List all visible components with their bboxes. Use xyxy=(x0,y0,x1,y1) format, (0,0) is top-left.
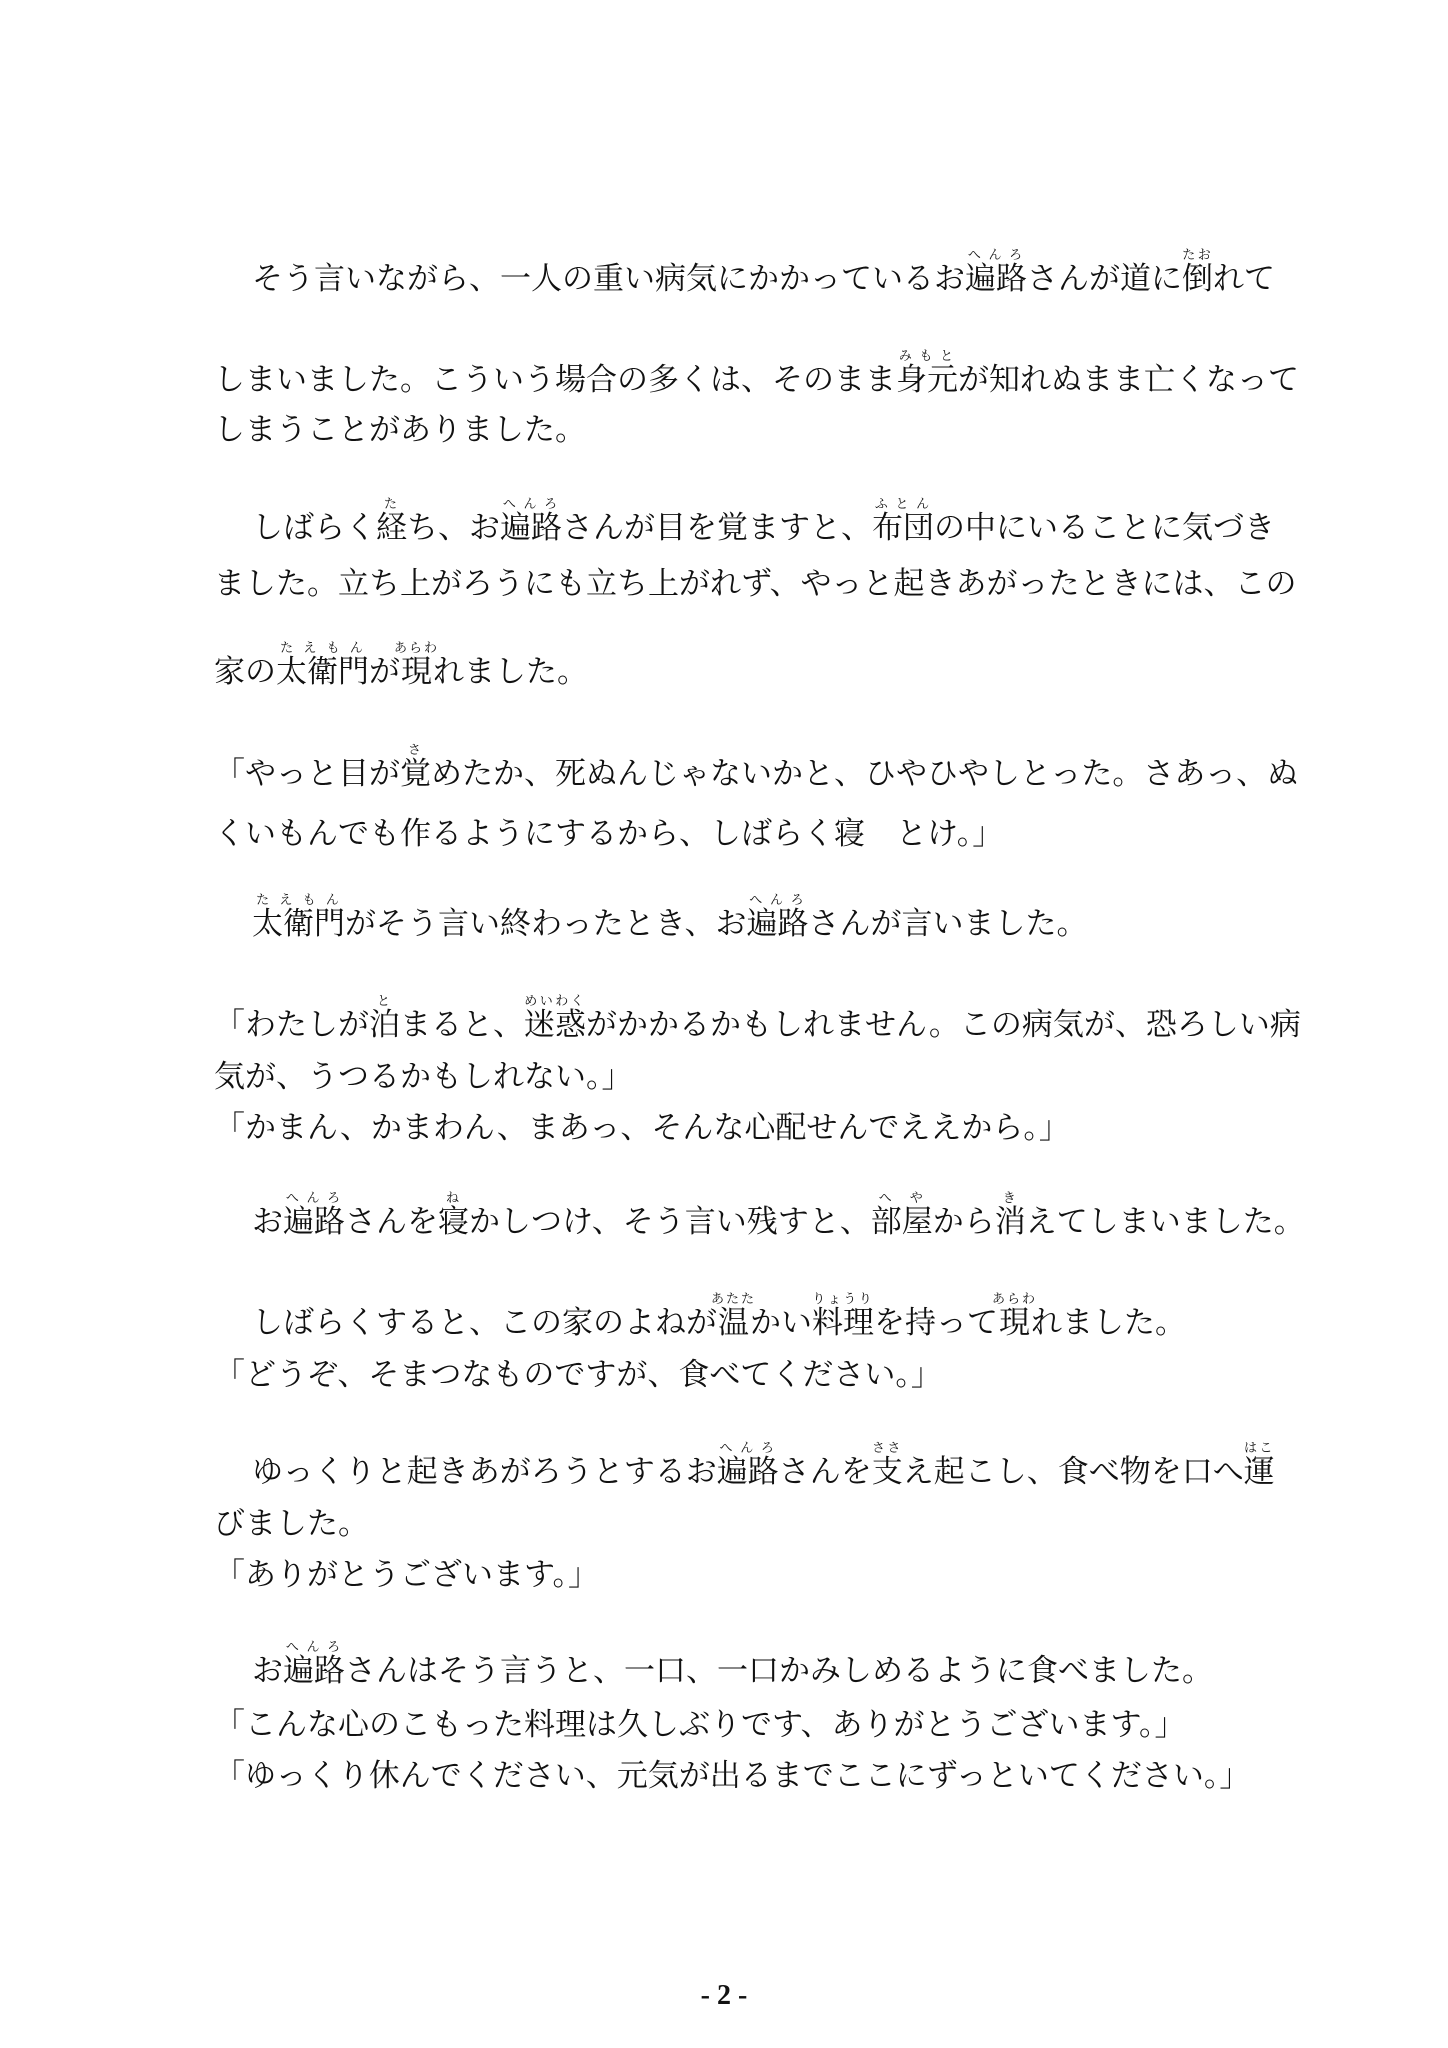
text-segment: かい xyxy=(750,1305,812,1341)
text-segment: さんを xyxy=(778,1454,872,1490)
ruby-reading: あらわ xyxy=(394,641,440,656)
text-segment: れて xyxy=(1213,261,1275,297)
ruby-word: 布団ふとん xyxy=(872,497,934,546)
ruby-reading: りょうり xyxy=(812,1292,874,1307)
text-segment: しまうことがありました。 xyxy=(214,412,586,448)
text-line xyxy=(214,1191,1305,1240)
text-segment: 「ゆっくり休んでください、元気が出るまでここにずっといてください。」 xyxy=(214,1758,1251,1794)
ruby-word: 遍路へんろ xyxy=(965,248,1027,297)
text-line xyxy=(214,893,1292,940)
text-segment: えてしまいました。 xyxy=(1025,1204,1305,1240)
ruby-word: 倒たお xyxy=(1182,248,1213,297)
ruby-word: 迷惑めいわく xyxy=(524,994,586,1043)
ruby-word: 寝ね xyxy=(438,1191,469,1240)
ruby-word: 支ささ xyxy=(871,1441,903,1490)
text-segment: さんが言いました。 xyxy=(808,906,1088,942)
text-segment: しまいました。こういう場合の多くは、そのまま xyxy=(214,362,896,398)
ruby-reading: たえもん xyxy=(252,893,345,908)
text-segment: の中にいることに気づき xyxy=(934,510,1275,546)
text-segment: 「ありがとうございます。」 xyxy=(214,1557,600,1593)
ruby-word: 遍路へんろ xyxy=(283,1640,345,1689)
ruby-reading: あたた xyxy=(711,1292,757,1307)
ruby-reading: あらわ xyxy=(992,1292,1038,1307)
text-line xyxy=(214,994,1301,1043)
text-line xyxy=(214,412,1254,448)
ruby-reading: ね xyxy=(438,1191,469,1206)
text-segment: お xyxy=(252,1653,283,1689)
text-line xyxy=(214,641,1254,688)
text-line xyxy=(214,1059,1254,1095)
ruby-reading: みもと xyxy=(896,349,958,364)
ruby-word: 部屋へや xyxy=(870,1191,933,1240)
text-segment: さんを xyxy=(345,1204,438,1240)
ruby-word: 太衛門たえもん xyxy=(276,641,369,690)
ruby-reading: と xyxy=(369,994,400,1009)
ruby-reading: へんろ xyxy=(716,1441,779,1456)
text-segment: さんが道に xyxy=(1027,261,1182,297)
text-segment: 「どうぞ、そまつなものですが、食べてください。」 xyxy=(214,1357,942,1393)
text-segment: から xyxy=(932,1204,995,1240)
text-segment: さんが目を覚ますと、 xyxy=(562,510,872,546)
text-segment: 「こんな心のこもった料理は久しぶりです、ありがとうございます。」 xyxy=(214,1707,1186,1743)
ruby-word: 経た xyxy=(376,497,407,546)
text-line xyxy=(214,1292,1292,1339)
ruby-word: 温あたた xyxy=(711,1292,757,1341)
ruby-reading: へや xyxy=(870,1191,933,1206)
ruby-word: 遍路へんろ xyxy=(716,1441,779,1490)
text-segment: そう言いながら、一人の重い病気にかかっているお xyxy=(252,261,965,297)
ruby-reading: へんろ xyxy=(965,248,1027,263)
text-segment: くいもんでも作るようにするから、しばらく寝 とけ。」 xyxy=(214,816,1004,852)
text-segment: がそう言い終わったとき、お xyxy=(345,906,747,942)
ruby-word: 運はこ xyxy=(1243,1441,1275,1490)
text-line xyxy=(214,349,1299,398)
ruby-reading: た xyxy=(376,497,407,512)
ruby-word: 覚さ xyxy=(400,743,431,792)
text-line xyxy=(214,248,1292,295)
ruby-word: 太衛門たえもん xyxy=(252,893,345,942)
text-line xyxy=(214,566,1297,602)
text-line xyxy=(214,1557,1254,1593)
text-segment: めたか、死ぬんじゃないかと、ひやひやしとった。さあっ、ぬ xyxy=(431,756,1299,792)
ruby-reading: へんろ xyxy=(283,1191,345,1206)
text-line xyxy=(214,1707,1254,1743)
ruby-reading: き xyxy=(994,1191,1026,1206)
text-line xyxy=(214,1441,1292,1488)
text-segment: 気が、うつるかもしれない。」 xyxy=(214,1059,633,1095)
ruby-reading: へんろ xyxy=(283,1640,345,1655)
text-segment: 家の xyxy=(214,654,276,690)
text-line xyxy=(214,1506,1254,1542)
text-segment: が知れぬまま亡くなって xyxy=(958,362,1299,398)
ruby-reading: さ xyxy=(400,743,431,758)
text-segment: れました。 xyxy=(433,654,588,690)
ruby-reading: ふとん xyxy=(872,497,934,512)
text-segment: 「やっと目が xyxy=(214,756,400,792)
text-segment: まると、 xyxy=(400,1007,524,1043)
text-segment: れました。 xyxy=(1031,1305,1186,1341)
ruby-word: 現あらわ xyxy=(394,641,440,690)
text-segment: ました。立ち上がろうにも立ち上がれず、やっと起きあがったときには、この xyxy=(214,566,1297,602)
text-segment: さんはそう言うと、一口、一口かみしめるように食べました。 xyxy=(345,1653,1213,1689)
text-segment: しばらくすると、この家のよねが xyxy=(252,1305,717,1341)
text-line xyxy=(214,1110,1254,1146)
text-line xyxy=(214,743,1299,792)
ruby-reading: へんろ xyxy=(746,893,809,908)
text-segment: ゆっくりと起きあがろうとするお xyxy=(252,1454,717,1490)
text-line xyxy=(214,816,1254,852)
text-segment: がかかるかもしれません。この病気が、恐ろしい病 xyxy=(586,1007,1301,1043)
text-segment: ち、お xyxy=(407,510,500,546)
ruby-reading: めいわく xyxy=(524,994,586,1009)
text-segment: 「かまん、かまわん、まあっ、そんな心配せんでええから。」 xyxy=(214,1110,1070,1146)
text-segment: しばらく xyxy=(252,510,376,546)
ruby-word: 消き xyxy=(994,1191,1026,1240)
text-line xyxy=(214,1758,1254,1794)
ruby-word: 料理りょうり xyxy=(812,1292,874,1341)
text-line xyxy=(214,1640,1292,1687)
text-line xyxy=(214,497,1292,544)
ruby-reading: たお xyxy=(1182,248,1213,263)
ruby-word: 現あらわ xyxy=(992,1292,1038,1341)
ruby-reading: はこ xyxy=(1243,1441,1275,1456)
ruby-word: 遍路へんろ xyxy=(283,1191,345,1240)
text-segment: びました。 xyxy=(214,1506,369,1542)
text-segment: かしつけ、そう言い残すと、 xyxy=(469,1204,871,1240)
page-number: - 2 - xyxy=(700,1980,748,2011)
ruby-reading: たえもん xyxy=(276,641,369,656)
ruby-word: 泊と xyxy=(369,994,400,1043)
text-segment: が xyxy=(369,654,400,690)
text-segment: お xyxy=(252,1204,283,1240)
text-line xyxy=(214,1357,1254,1393)
text-segment: 「わたしが xyxy=(214,1007,369,1043)
ruby-word: 身元みもと xyxy=(896,349,958,398)
ruby-reading: ささ xyxy=(871,1441,903,1456)
ruby-reading: へんろ xyxy=(500,497,562,512)
ruby-word: 遍路へんろ xyxy=(500,497,562,546)
ruby-word: 遍路へんろ xyxy=(746,893,809,942)
text-segment: を持って xyxy=(874,1305,998,1341)
text-segment: え起こし、食べ物を口へ xyxy=(902,1454,1244,1490)
